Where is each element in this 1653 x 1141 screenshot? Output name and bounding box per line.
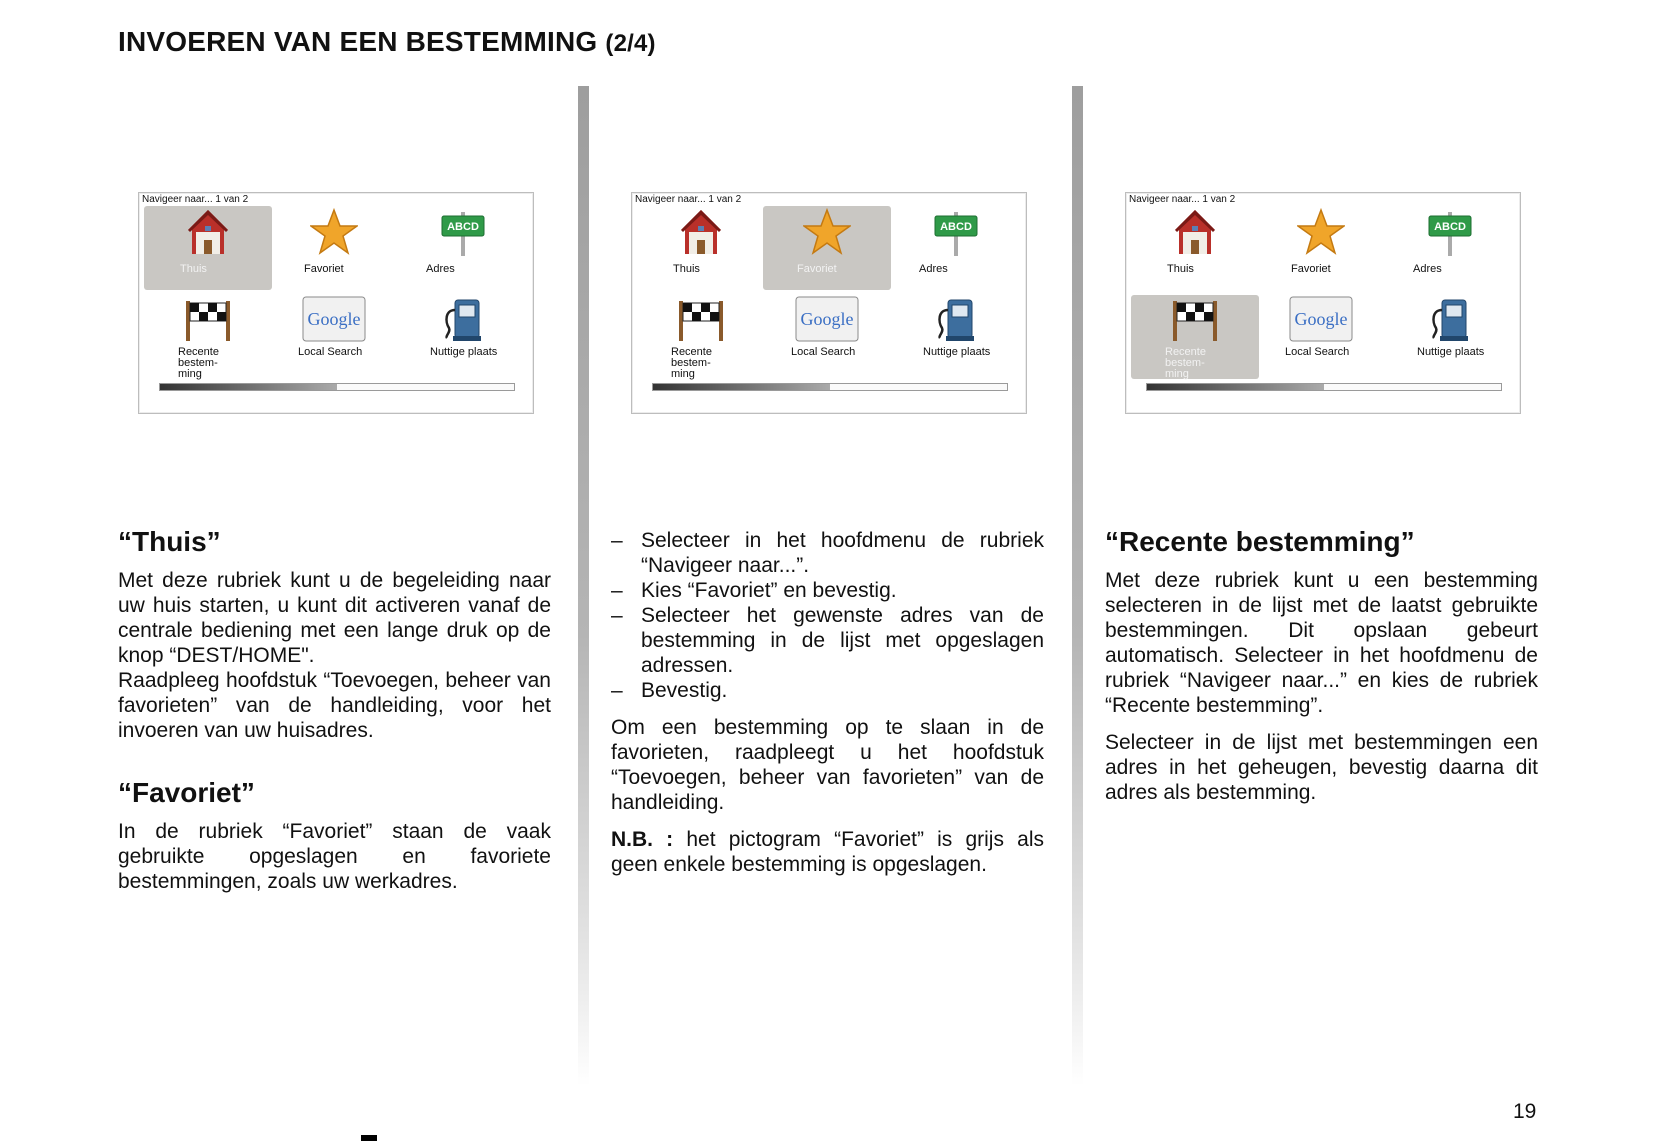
note-paragraph [611, 827, 1044, 877]
page-number: 19 [1513, 1100, 1537, 1123]
step-item: – Bevestig. [611, 679, 728, 702]
star-icon [1297, 208, 1345, 256]
tile-label-local-search: Local Search [298, 346, 363, 358]
tile-label-address: Adres [919, 263, 948, 275]
page-progress-fill [653, 384, 830, 390]
google-text: Google [1294, 309, 1348, 329]
tile-poi[interactable] [399, 295, 527, 379]
tile-recent[interactable] [1131, 295, 1259, 379]
note-label: N.B. : [611, 828, 674, 851]
steps-list [611, 528, 1044, 703]
tile-label-address: Adres [1413, 263, 1442, 275]
column-divider-1 [578, 86, 589, 1086]
tile-favorite[interactable] [1257, 206, 1385, 290]
page-progress-fill [1147, 384, 1324, 390]
house-icon [1173, 208, 1217, 256]
right-column [1105, 526, 1538, 817]
tile-label-poi: Nuttige plaats [430, 346, 498, 358]
sign-text: ABCD [940, 221, 972, 233]
google-text: Google [800, 309, 854, 329]
screen-header: Navigeer naar... 1 van 2 [1129, 194, 1236, 205]
star-icon [310, 208, 358, 256]
fuel-pump-icon [1428, 296, 1472, 342]
tile-poi[interactable] [1386, 295, 1514, 379]
step-item: – Kies “Favoriet” en bevestig. [611, 579, 897, 602]
checkered-flag-icon [184, 297, 232, 341]
tile-label-recent: Recente bestem-ming [671, 346, 712, 380]
tile-local-search[interactable] [763, 295, 891, 379]
page-progress-bar [159, 383, 515, 391]
street-sign-icon [932, 208, 980, 256]
tile-label-poi: Nuttige plaats [923, 346, 991, 358]
tile-label-favorite: Favoriet [1291, 263, 1331, 275]
heading-thuis: “Thuis” [118, 526, 221, 557]
tile-label-favorite: Favoriet [797, 263, 837, 275]
tile-label-home: Thuis [673, 263, 700, 275]
fuel-pump-icon [934, 296, 978, 342]
tile-label-recent: Recente bestem-ming [178, 346, 219, 380]
nav-screenshot [138, 192, 534, 414]
tile-home[interactable] [144, 206, 272, 290]
tile-address[interactable] [1386, 206, 1514, 290]
street-sign-icon [1426, 208, 1474, 256]
screen-header: Navigeer naar... 1 van 2 [142, 194, 249, 205]
tile-label-recent: Recente bestem-ming [1165, 346, 1206, 380]
page-progress-bar [1146, 383, 1502, 391]
page-title-suffix: (2/4) [605, 30, 656, 57]
tile-local-search[interactable] [270, 295, 398, 379]
tile-label-poi: Nuttige plaats [1417, 346, 1485, 358]
screen-header: Navigeer naar... 1 van 2 [635, 194, 742, 205]
page-progress-bar [652, 383, 1008, 391]
middle-column [611, 528, 1044, 889]
heading-favoriet: “Favoriet” [118, 777, 255, 808]
house-icon [679, 208, 723, 256]
paragraph-recente-2: Selecteer in de lijst met bestemmingen een adres in het geheugen, bevestig daarna dit adres als bestemming. [1105, 731, 1538, 804]
page-title-main: INVOEREN VAN EEN BESTEMMING [118, 26, 598, 57]
tile-home[interactable] [637, 206, 765, 290]
paragraph-recente-1: Met deze rubriek kunt u een bestemming selecteren in de lijst met de laatst gebruikte bestemmingen. Dit opslaan gebeurt automatisch. Selecteer in het hoofdmenu de rubriek “Navigeer naar...” en kies de rubriek “Recente bestemming”. [1105, 569, 1538, 717]
step-item: – Selecteer het gewenste adres van de bestemming in de lijst met opgeslagen adressen. [611, 604, 1044, 677]
left-column [118, 526, 551, 906]
tile-label-favorite: Favoriet [304, 263, 344, 275]
column-divider-2 [1072, 86, 1083, 1086]
nav-screenshot [1125, 192, 1521, 414]
tile-address[interactable] [892, 206, 1020, 290]
sign-text: ABCD [447, 221, 479, 233]
page-title [118, 26, 656, 58]
fuel-pump-icon [441, 296, 485, 342]
tile-recent[interactable] [144, 295, 272, 379]
tile-label-address: Adres [426, 263, 455, 275]
house-icon [186, 208, 230, 256]
paragraph-favorieten-opslaan: Om een bestemming op te slaan in de favorieten, raadpleegt u het hoofdstuk “Toevoegen, beheer van favorieten” van de handleiding. [611, 716, 1044, 814]
google-icon [302, 296, 366, 342]
note-text: het pictogram “Favoriet” is grijs als geen enkele bestemming is opgeslagen. [611, 828, 1044, 876]
tile-label-home: Thuis [180, 263, 207, 275]
step-item: – Selecteer in het hoofdmenu de rubriek “Navigeer naar...”. [611, 529, 1044, 577]
checkered-flag-icon [677, 297, 725, 341]
google-text: Google [307, 309, 361, 329]
tile-label-home: Thuis [1167, 263, 1194, 275]
tile-poi[interactable] [892, 295, 1020, 379]
page-progress-fill [160, 384, 337, 390]
tile-local-search[interactable] [1257, 295, 1385, 379]
google-icon [795, 296, 859, 342]
nav-screenshot [631, 192, 1027, 414]
tile-home[interactable] [1131, 206, 1259, 290]
paragraph-favoriet: In de rubriek “Favoriet” staan de vaak gebruikte opgeslagen en favoriete bestemmingen, zoals uw werkadres. [118, 820, 551, 893]
print-mark [361, 1135, 377, 1141]
street-sign-icon [439, 208, 487, 256]
paragraph-thuis-2: Raadpleeg hoofdstuk “Toevoegen, beheer van favorieten” van de handleiding, voor het invoeren van uw huisadres. [118, 669, 551, 742]
tile-recent[interactable] [637, 295, 765, 379]
heading-recente-bestemming: “Recente bestemming” [1105, 526, 1415, 557]
paragraph-thuis-1: Met deze rubriek kunt u de begeleiding naar uw huis starten, u kunt dit activeren vanaf de centrale bediening met een lange druk op de knop “DEST/HOME". [118, 569, 551, 667]
checkered-flag-icon [1171, 297, 1219, 341]
tile-label-local-search: Local Search [1285, 346, 1350, 358]
tile-favorite[interactable] [763, 206, 891, 290]
star-icon [803, 208, 851, 256]
google-icon [1289, 296, 1353, 342]
tile-address[interactable] [399, 206, 527, 290]
tile-favorite[interactable] [270, 206, 398, 290]
tile-label-local-search: Local Search [791, 346, 856, 358]
sign-text: ABCD [1434, 221, 1466, 233]
